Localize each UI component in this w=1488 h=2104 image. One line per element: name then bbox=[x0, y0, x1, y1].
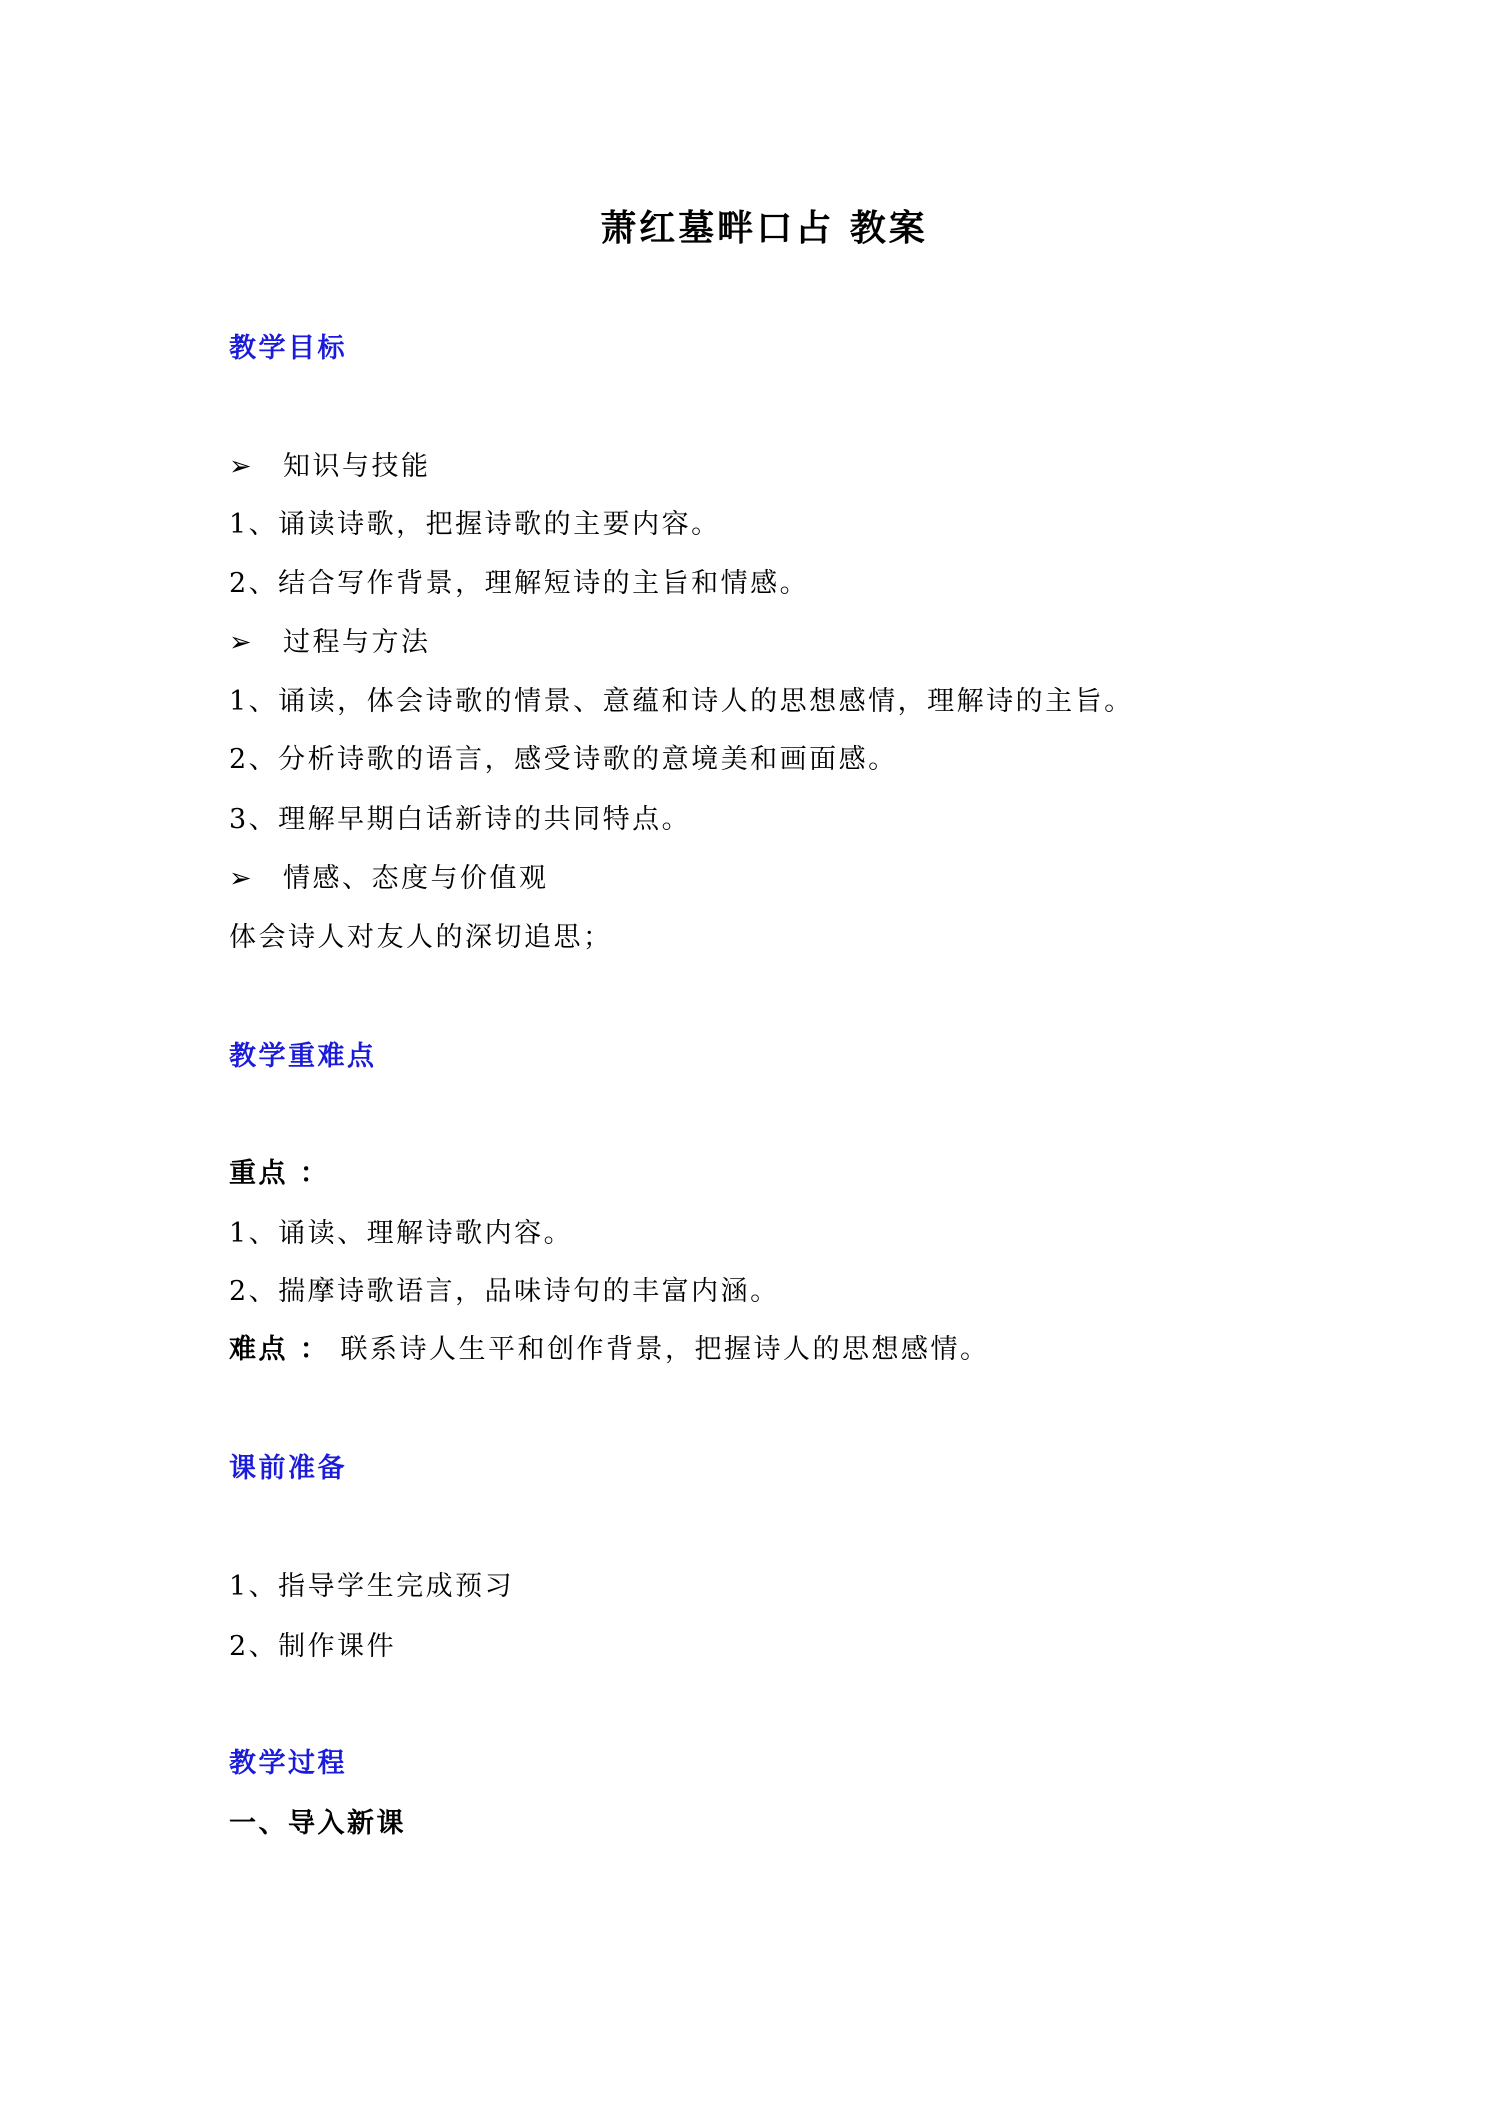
list-item: 体会诗人对友人的深切追思； bbox=[229, 922, 613, 953]
subheading-label: 过程与方法 bbox=[283, 627, 431, 658]
step-heading: 一、导入新课 bbox=[229, 1808, 406, 1839]
list-item: 2、结合写作背景，理解短诗的主旨和情感。 bbox=[229, 568, 810, 599]
document-title: 萧红墓畔口占 教案 bbox=[600, 207, 928, 249]
list-item: 1、诵读、理解诗歌内容。 bbox=[229, 1218, 574, 1249]
section-heading-process: 教学过程 bbox=[229, 1748, 347, 1779]
list-item: 2、制作课件 bbox=[229, 1631, 397, 1662]
subheading-label: 知识与技能 bbox=[283, 451, 431, 482]
arrow-bullet-icon: ➢ bbox=[229, 863, 255, 894]
list-item: 1、指导学生完成预习 bbox=[229, 1571, 515, 1602]
section-heading-key-points: 教学重难点 bbox=[229, 1041, 377, 1072]
list-item: 2、揣摩诗歌语言，品味诗句的丰富内涵。 bbox=[229, 1276, 780, 1307]
list-item: 1、诵读，体会诗歌的情景、意蕴和诗人的思想感情，理解诗的主旨。 bbox=[229, 686, 1134, 717]
subheading-knowledge bbox=[229, 449, 431, 485]
difficult-point bbox=[229, 1332, 990, 1368]
subheading-emotion bbox=[229, 861, 549, 897]
list-item: 1、诵读诗歌，把握诗歌的主要内容。 bbox=[229, 509, 721, 540]
arrow-bullet-icon: ➢ bbox=[229, 451, 255, 482]
list-item: 3、理解早期白话新诗的共同特点。 bbox=[229, 804, 692, 835]
difficult-text: 联系诗人生平和创作背景，把握诗人的思想感情。 bbox=[340, 1334, 990, 1365]
key-label: 重点 ： bbox=[229, 1158, 330, 1189]
arrow-bullet-icon: ➢ bbox=[229, 627, 255, 658]
section-heading-objectives: 教学目标 bbox=[229, 333, 347, 364]
section-heading-preparation: 课前准备 bbox=[229, 1453, 347, 1484]
list-item: 2、分析诗歌的语言，感受诗歌的意境美和画面感。 bbox=[229, 744, 898, 775]
difficult-label: 难点 ： bbox=[229, 1334, 330, 1365]
subheading-label: 情感、态度与价值观 bbox=[283, 863, 549, 894]
subheading-process bbox=[229, 625, 431, 661]
